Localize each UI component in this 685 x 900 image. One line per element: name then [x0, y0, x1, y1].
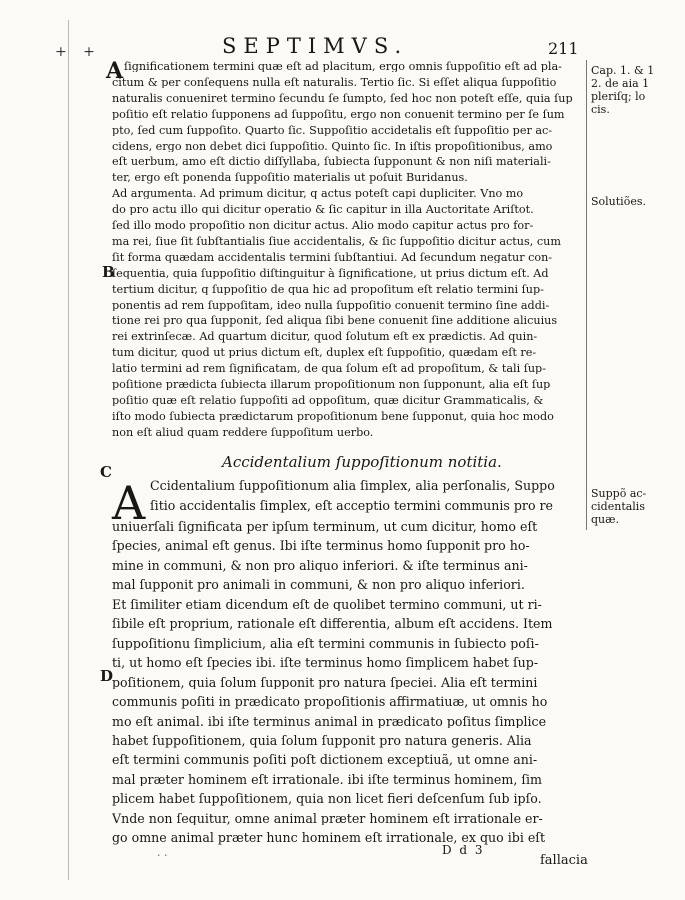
section-letter-c: C: [100, 463, 112, 481]
text-line: latio termini ad rem ſignificatam, de qua ſolum eſt ad propoſitum, & tali ſup-: [112, 363, 546, 375]
drop-initial-a: A: [106, 58, 124, 84]
section-letter-b: B: [102, 263, 115, 281]
text-line: citum & per conſequens nulla eſt naturalis. Tertio ſic. Si eſſet aliqua ſuppoſitio: [112, 76, 557, 89]
text-line: poſitio eſt relatio ſupponens ad ſuppoſitu, ergo non conuenit termino per ſe ſum: [112, 108, 565, 120]
text-line: tertium dicitur, q ſuppoſitio de qua hic ad propoſitum eſt relatio termini ſup-: [112, 283, 544, 295]
text-line: ma rei, ſiue ſit ſubſtantialis ſiue accidentalis, & ſic ſuppoſitio dicitur actus, cum: [112, 235, 561, 248]
text-line: ter, ergo eſt ponenda ſuppoſitio materialis ut poſuit Buridanus.: [112, 172, 468, 184]
margin-note-line: quæ.: [591, 513, 619, 526]
margin-note-line: Cap. 1. & 1: [591, 64, 655, 77]
text-line: go omne animal præter hunc hominem eſt irrationale, ex quo ibi eſt: [112, 832, 546, 845]
header-ornament: + +: [55, 44, 101, 60]
margin-note-solutiones: Solutiões.: [591, 195, 646, 208]
signature-mark: D d 3: [442, 843, 485, 857]
text-line: habet ſuppoſitionem, quia ſolum ſupponit pro natura generis. Alia: [112, 734, 532, 748]
text-line: Et ſimiliter etiam dicendum eſt de quolibet termino communi, ut ri-: [112, 598, 542, 612]
text-line: pto, ſed cum ſuppoſito. Quarto ſic. Suppoſitio accidetalis eſt ſuppoſitio per ac-: [112, 124, 553, 136]
text-line: communis poſiti in prædicato propoſitionis affirmatiuæ, ut omnis ho: [112, 696, 548, 709]
text-line: mine in communi, & non pro aliquo inferiori. & iſte terminus ani-: [112, 559, 528, 573]
text-line: naturalis conueniret termino ſecundu ſe ſumpto, ſed hoc non poteſt eſſe, quia ſup: [112, 92, 573, 104]
text-line: mal præter hominem eſt irrationale. ibi iſte terminus hominem, ſim: [112, 773, 542, 787]
text-line: cidens, ergo non debet dici ſuppoſitio. Quinto ſic. In iſtis propoſitionibus, amo: [112, 140, 553, 152]
text-line: tione rei pro qua ſupponit, ſed aliqua ſibi bene conuenit ſine additione alicuius: [112, 315, 558, 327]
margin-note-line: 2. de aia 1: [591, 77, 650, 90]
big-initial-a: A: [112, 476, 146, 530]
section-heading: Accidentalium ſuppoſitionum notitia.: [222, 453, 502, 471]
text-line: poſitione prædicta ſubiecta illarum propoſitionum non ſupponunt, alia eſt ſup: [112, 379, 551, 391]
text-line: eſt termini communis poſiti poſt dictionem exceptiuã, ut omne ani-: [112, 754, 538, 767]
text-line: ſit forma quædam accidentalis termini ſubſtantiui. Ad ſecundum negatur con-: [112, 251, 553, 263]
text-line: non eſt aliud quam reddere ſuppoſitum uerbo.: [112, 426, 374, 438]
text-line: ſequentia, quia ſuppoſitio diſtinguitur à ſignificatione, ut prius dictum eſt. Ad: [112, 267, 549, 279]
text-line: ſibile eſt proprium, rationale eſt differentia, album eſt accidens. Item: [112, 618, 553, 631]
catchword: fallacia: [540, 853, 588, 868]
margin-note-line: cis.: [591, 103, 610, 116]
text-line: rei extrinſecæ. Ad quartum dicitur, quod ſolutum eſt ex prædictis. Ad quin-: [112, 331, 538, 343]
text-line: ponentis ad rem ſuppoſitam, ideo nulla ſuppoſitio conuenit termino ſine addi-: [112, 299, 550, 311]
margin-note-suppo: [591, 487, 646, 526]
text-line: plicem habet ſuppoſitionem, quia non licet fieri deſcenſum ſub ipſo.: [112, 793, 542, 806]
margin-note-line: Suppõ ac-: [591, 487, 647, 500]
text-line: uniuerſali ſignificata per ipſum terminum, ut cum dicitur, homo eſt: [112, 521, 538, 534]
footer-mark: · ·: [157, 849, 168, 862]
text-line: mo eſt animal. ibi iſte terminus animal in prædicato poſitus ſimplice: [112, 715, 547, 729]
running-head: SEPTIMVS.: [222, 34, 409, 58]
text-line: ti, ut homo eſt ſpecies ibi. iſte terminus homo ſimplicem habet ſup-: [112, 657, 539, 670]
margin-note-cap-ref: [591, 64, 654, 116]
body-line-second: ſitio accidentalis ſimplex, eſt acceptio termini communis pro re: [150, 500, 554, 513]
left-edge-rule: [68, 20, 69, 880]
body-line-first: Ccidentalium ſuppoſitionum alia ſimplex, alia perſonalis, Suppo: [150, 480, 555, 493]
text-line: Vnde non ſequitur, omne animal præter hominem eſt irrationale er-: [112, 812, 543, 826]
text-line: poſitio quæ eſt relatio ſuppoſiti ad oppoſitum, quæ dicitur Grammaticalis, &: [112, 394, 544, 407]
text-line: Ad argumenta. Ad primum dicitur, q actus poteſt capi dupliciter. Vno mo: [112, 188, 524, 200]
text-line: do pro actu illo qui dicitur operatio & ſic capitur in illa Auctoritate Ariſtot.: [112, 204, 534, 216]
text-line: ſignificationem termini quæ eſt ad placitum, ergo omnis ſuppoſitio eſt ad pla-: [124, 61, 562, 73]
text-line: mal ſupponit pro animali in communi, & non pro aliquo inferiori.: [112, 579, 525, 592]
text-line: ſuppoſitionu ſimplicium, alia eſt termini communis in ſubiecto poſi-: [112, 637, 539, 651]
text-line: iſto modo ſubiecta prædictarum propoſitionum bene ſupponut, quia hoc modo: [112, 410, 554, 422]
text-line: tum dicitur, quod ut prius dictum eſt, duplex eſt ſuppoſitio, quædam eſt re-: [112, 347, 537, 359]
text-line: ſed illo modo propoſitio non dicitur actus. Alio modo capitur actus pro for-: [112, 220, 534, 232]
text-line: eſt uerbum, amo eſt dictio diſſyllaba, ſubiecta ſupponunt & non niſi materiali-: [112, 156, 551, 168]
margin-note-line: cidentalis: [591, 500, 645, 513]
margin-note-line: pleriſq; lo: [591, 90, 646, 103]
text-line: poſitionem, quia ſolum ſupponit pro natura ſpeciei. Alia eſt termini: [112, 676, 538, 690]
text-line: ſpecies, animal eſt genus. Ibi iſte terminus homo ſupponit pro ho-: [112, 540, 530, 554]
section-letter-d: D: [100, 667, 114, 685]
page-number: 211: [548, 39, 579, 58]
margin-rule: [586, 60, 587, 530]
